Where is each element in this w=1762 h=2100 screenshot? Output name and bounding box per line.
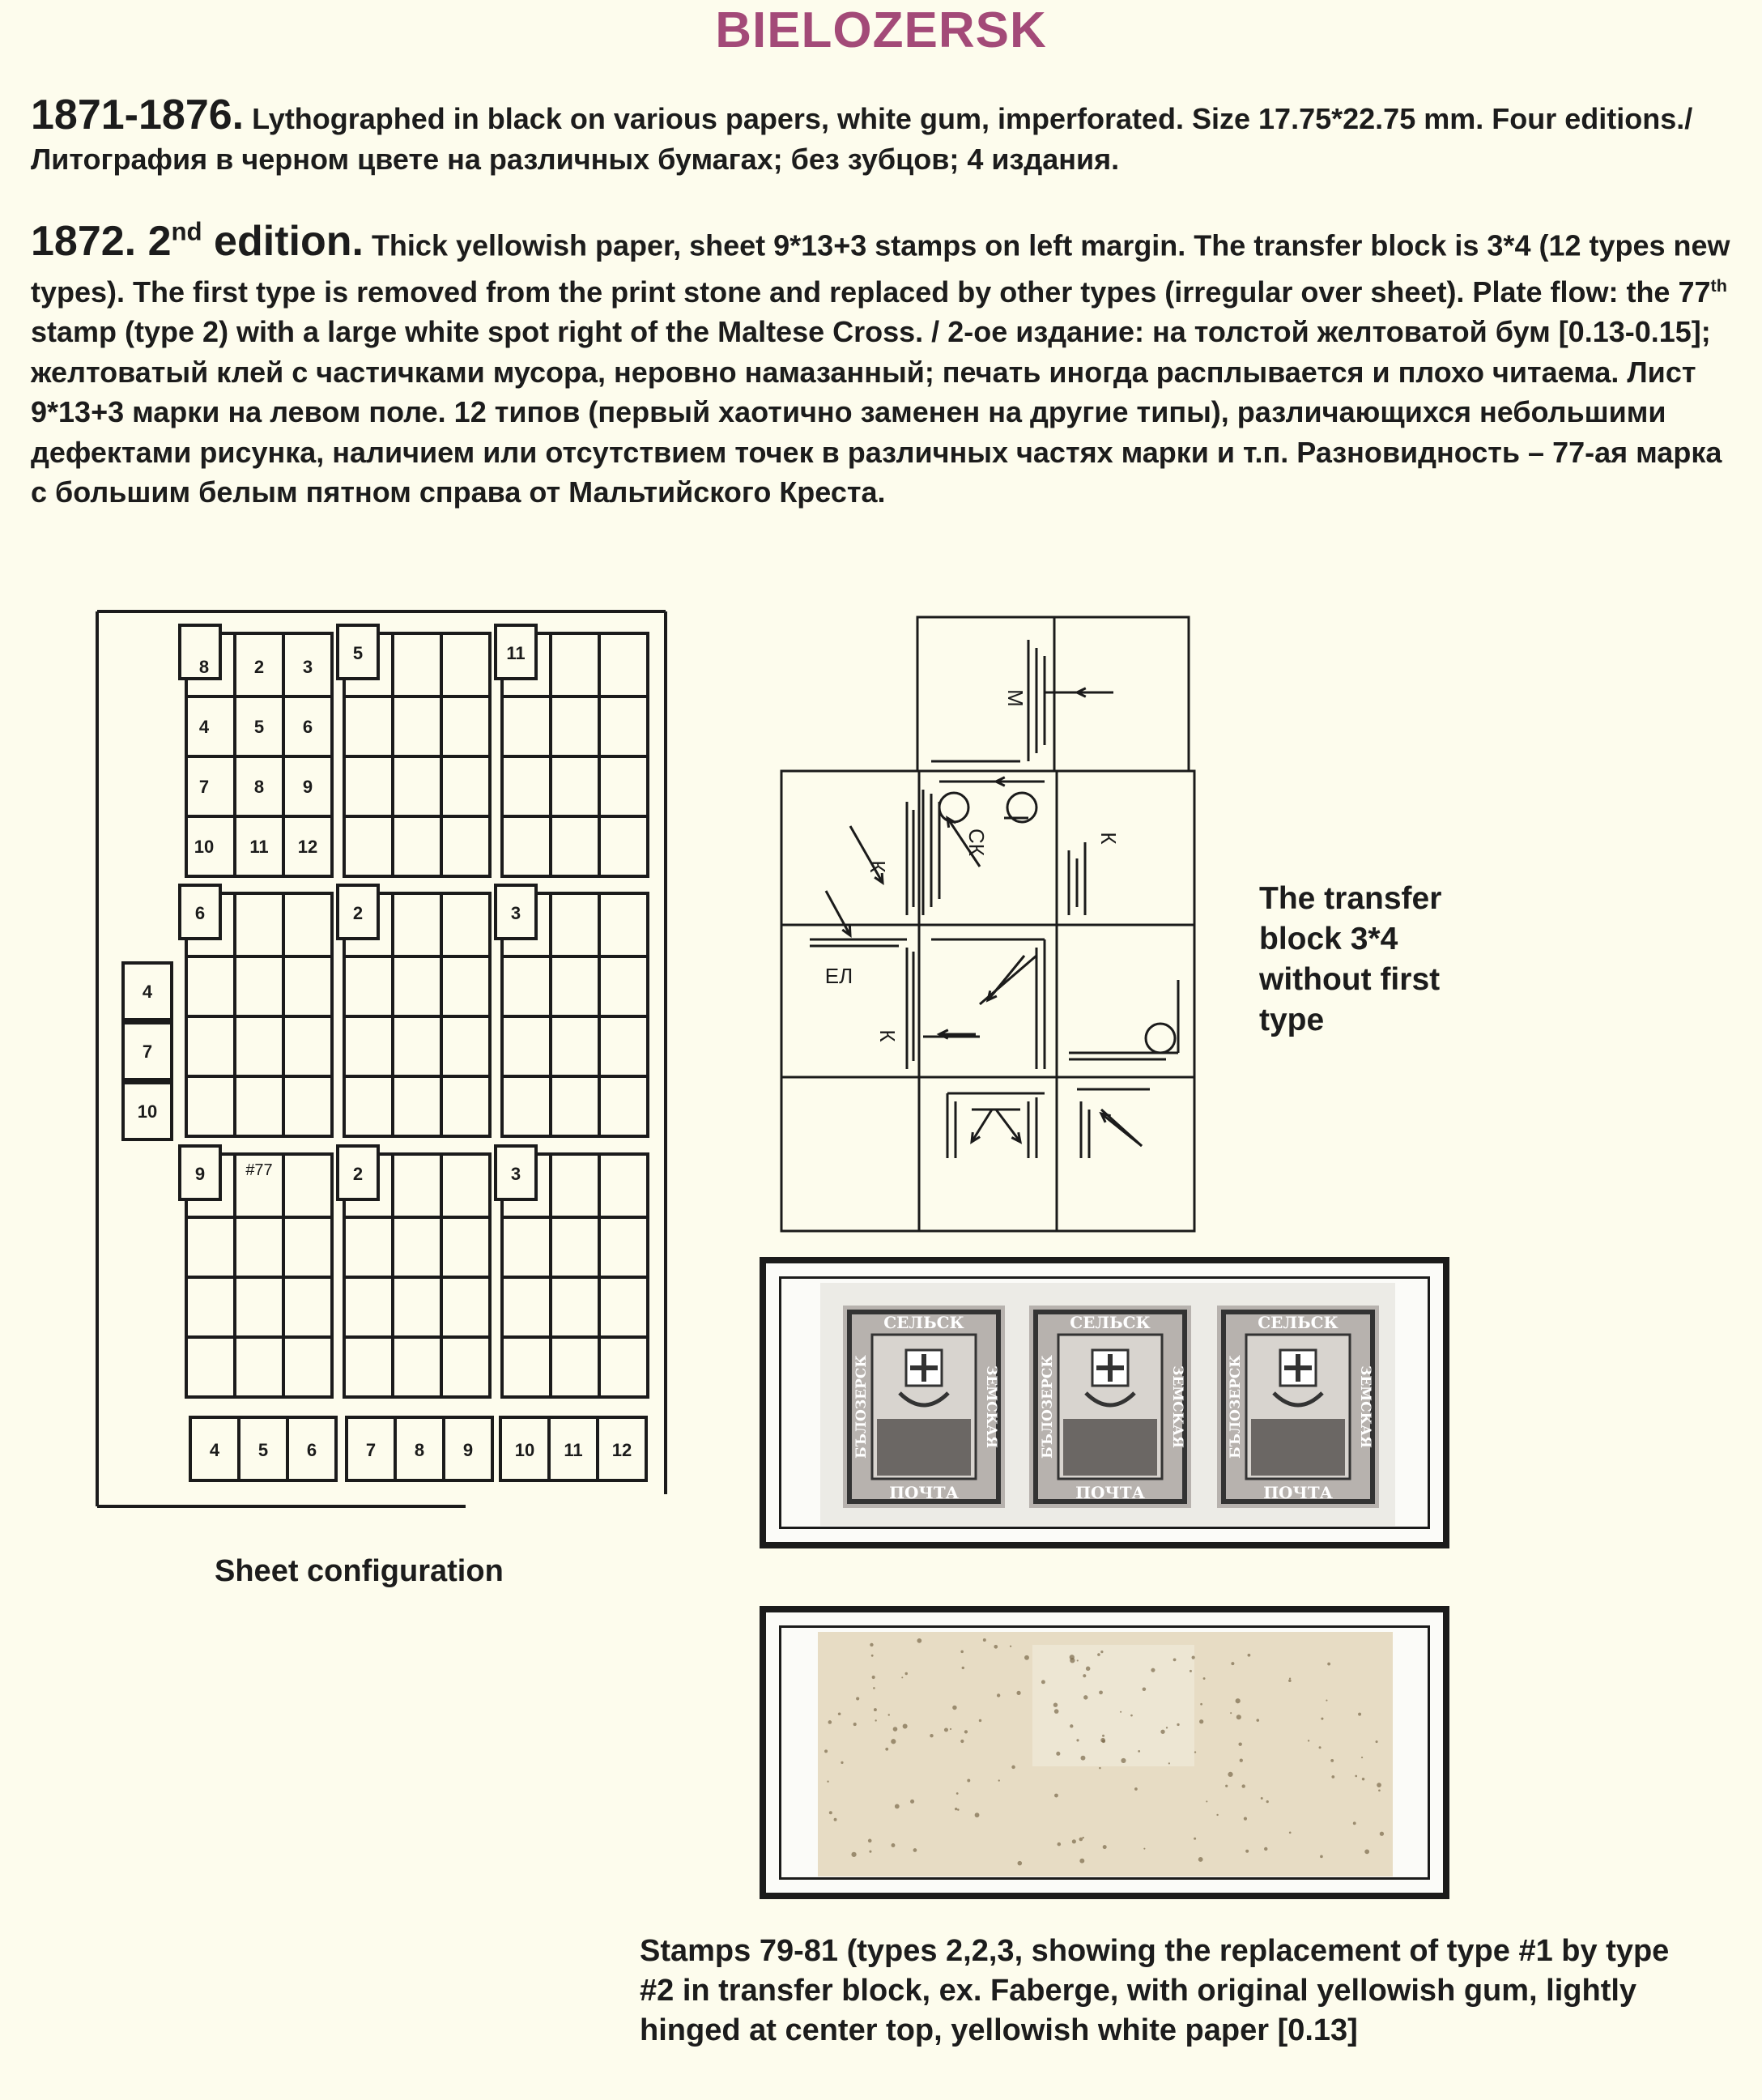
gum-speck <box>869 1851 871 1853</box>
gum-speck <box>1192 1655 1195 1659</box>
stamp-right-text: ЗЕМСКАЯ <box>1169 1365 1185 1448</box>
stamps-caption: Stamps 79-81 (types 2,2,3, showing the replacement of type #1 by type #2 in transfer block, ex. Faberge, with original yellowish gum, lightly hinged at center top, yellowish white paper [0.13] <box>640 1934 1670 2047</box>
gum-speck <box>983 1638 986 1642</box>
gum-speck <box>1099 1767 1101 1770</box>
sheet-pane-label: 9 <box>194 1164 206 1184</box>
gum-speck <box>1353 1821 1356 1825</box>
edition-superscript-th: th <box>1710 275 1727 296</box>
sheet-pane-label: 5 <box>352 643 364 663</box>
gum-speck <box>1225 1785 1228 1787</box>
bottom-stamp-label: 10 <box>514 1440 535 1460</box>
gum-speck <box>1056 1752 1060 1756</box>
gum-speck <box>997 1693 1000 1697</box>
tb-arrow <box>996 1110 1020 1142</box>
gum-speck <box>975 1812 980 1817</box>
gum-speck <box>1076 1739 1079 1741</box>
sheet-pane-label: 3 <box>510 1164 521 1184</box>
tb-circle <box>939 793 968 822</box>
gum-speck <box>834 1818 837 1821</box>
gum-speck <box>901 1676 903 1678</box>
gum-speck <box>1320 1855 1323 1858</box>
gum-speck <box>1100 1651 1103 1653</box>
gum-speck <box>895 1804 900 1809</box>
gum-speck <box>1194 1838 1196 1840</box>
gum-speck <box>1194 1751 1196 1753</box>
gum-speck <box>870 1643 873 1646</box>
sheet-pane-label: 2 <box>352 1164 364 1184</box>
gum-speck <box>885 1748 888 1751</box>
gum-speck <box>956 1792 959 1795</box>
stamp-top-text: СЕЛЬСК <box>1070 1313 1151 1332</box>
gum-speck <box>1024 1655 1029 1660</box>
bottom-stamp-label: 5 <box>257 1440 269 1460</box>
stamp <box>1029 1306 1191 1508</box>
tb-arrow <box>988 956 1024 1000</box>
gum-speck <box>964 1730 968 1733</box>
gum-speck <box>994 1645 998 1649</box>
gum-speck <box>998 1779 1000 1781</box>
stamp-right-text: ЗЕМСКАЯ <box>1357 1365 1373 1448</box>
gum-speck <box>1326 1700 1327 1702</box>
sheet-type-label: 12 <box>297 837 318 857</box>
gum-speck <box>944 1727 948 1732</box>
sheet-pane-label: 11 <box>506 643 526 663</box>
gum-speck <box>1199 1719 1203 1723</box>
gum-speck <box>1053 1702 1058 1706</box>
page-title: BIELOZERSK <box>715 2 1047 58</box>
tb-arrow <box>1101 1114 1142 1146</box>
gum-speck <box>1261 1797 1263 1800</box>
gum-speck <box>873 1687 875 1689</box>
gum-speck <box>1168 1762 1170 1764</box>
gum-speck <box>888 1714 890 1715</box>
gum-speck <box>1289 1831 1292 1834</box>
gum-speck <box>1082 1837 1083 1838</box>
gum-speck <box>1241 1784 1245 1787</box>
gum-speck <box>917 1638 921 1643</box>
gum-speck <box>838 1712 841 1715</box>
tb-letter: ЕЛ <box>824 964 853 988</box>
stamp <box>843 1306 1005 1508</box>
sheet-type-label: 6 <box>302 717 313 737</box>
gum-speck <box>952 1706 956 1710</box>
gum-speck <box>1288 1680 1292 1683</box>
gum-speck <box>1099 1690 1103 1694</box>
stamp-strip-drawing <box>820 1283 1395 1526</box>
margin-stamp-label: 4 <box>142 982 153 1002</box>
stamp <box>1217 1306 1379 1508</box>
gum-speck <box>871 1655 874 1657</box>
gum-speck <box>891 1739 896 1744</box>
gum-speck <box>1364 1849 1369 1854</box>
stamp-back-frame <box>760 1606 1449 1899</box>
gum-speck <box>1083 1674 1086 1677</box>
stamp-landscape <box>1251 1419 1345 1476</box>
gum-speck <box>905 1672 908 1675</box>
gum-speck <box>851 1852 856 1857</box>
gum-speck <box>1190 1670 1192 1672</box>
gum-speck <box>1319 1746 1322 1749</box>
gum-speck <box>1327 1663 1330 1666</box>
bottom-stamp-label: 4 <box>209 1440 220 1460</box>
stamp-left-text: БЪЛОЗЕРСК <box>1040 1355 1056 1459</box>
stamp-right-text: ЗЕМСКАЯ <box>983 1365 999 1448</box>
sheet-type-label: 8 <box>253 777 265 797</box>
stamp-left-text: БЪЛОЗЕРСК <box>1228 1355 1244 1459</box>
gum-speck <box>828 1720 832 1724</box>
gum-speck <box>1054 1794 1058 1798</box>
gum-speck <box>1230 1712 1232 1714</box>
gum-speck <box>1151 1668 1155 1672</box>
gum-speck <box>1355 1775 1357 1778</box>
gum-speck <box>829 1811 832 1814</box>
gum-speck <box>960 1651 964 1654</box>
sheet-type-label: 5 <box>253 717 265 737</box>
intro-years: 1871-1876. <box>31 92 245 138</box>
gum-speck <box>1206 1800 1207 1802</box>
stamp-left-text: БЪЛОЗЕРСК <box>853 1355 870 1459</box>
stamp-landscape <box>1063 1419 1157 1476</box>
gum-speck <box>1245 1850 1249 1853</box>
gum-speck <box>868 1839 872 1843</box>
gum-speck <box>1362 1778 1364 1780</box>
bottom-stamp-label: 9 <box>462 1440 474 1460</box>
gum-speck <box>1079 1859 1084 1864</box>
bottom-stamp-label: 11 <box>564 1440 583 1460</box>
gum-speck <box>1081 1756 1086 1761</box>
gum-speck <box>1331 1775 1334 1778</box>
gum-speck <box>1086 1667 1090 1671</box>
gum-specks <box>818 1632 1393 1876</box>
gum-speck <box>1238 1742 1241 1745</box>
gum-speck <box>1177 1723 1179 1726</box>
gum-speck <box>1016 1691 1020 1695</box>
sheet-type-label: 11 <box>249 837 269 857</box>
gum-speck <box>1378 1789 1381 1791</box>
gum-speck <box>1120 1711 1121 1713</box>
gum-speck <box>1321 1718 1323 1720</box>
edition-text-1: Thick yellowish paper, sheet 9*13+3 stamps on left margin. The transfer block is 3*4 (12 types new types). The first type is removed from the print stone and replaced by other types (irregular over sheet). Plate flow: the 77 <box>31 228 1730 309</box>
gum-speck <box>962 1667 964 1669</box>
gum-speck <box>1160 1730 1164 1734</box>
sheet-type-label: 3 <box>302 657 313 677</box>
sheet-type-label: 10 <box>194 837 215 857</box>
sheet-caption: Sheet configuration <box>215 1554 504 1588</box>
gum-speck <box>950 1728 951 1730</box>
gum-speck <box>893 1727 898 1732</box>
gum-speck <box>960 1740 964 1743</box>
tb-arrow <box>826 891 850 935</box>
gum-speck <box>875 1719 876 1721</box>
gum-speck <box>1103 1845 1107 1849</box>
gum-speck <box>1361 1757 1363 1758</box>
gum-speck <box>1121 1758 1126 1763</box>
gum-speck <box>1138 1750 1140 1753</box>
gum-speck <box>1077 1659 1079 1661</box>
gum-speck <box>930 1734 933 1737</box>
gum-speck <box>1380 1832 1384 1836</box>
intro-text: Lythographed in black on various papers, white gum, imperforated. Size 17.75*22.75 mm. Four editions./ Литография в черном цвете на различных бумагах; без зубцов; 4 издания. <box>31 102 1693 176</box>
gum-speck <box>874 1708 877 1711</box>
tb-letter: К <box>866 860 890 873</box>
stamp-bottom-text: ПОЧТА <box>1263 1483 1333 1502</box>
gum-speck <box>1377 1783 1381 1787</box>
stamp-landscape <box>877 1419 971 1476</box>
gum-speck <box>1330 1759 1334 1762</box>
gum-speck <box>1072 1839 1076 1843</box>
sheet-pane-label: 6 <box>194 903 206 923</box>
gum-speck <box>1079 1838 1083 1842</box>
sheet-type-label: 8 <box>198 657 210 677</box>
gum-speck <box>957 1808 960 1811</box>
stamp-strip <box>820 1283 1395 1526</box>
tb-circle <box>1146 1024 1175 1053</box>
gum-speck <box>1070 1724 1073 1727</box>
gum-speck <box>824 1749 828 1753</box>
margin-stamp-label: 10 <box>137 1101 158 1122</box>
gum-speck <box>1054 1709 1059 1714</box>
gum-speck <box>1083 1695 1087 1699</box>
stamp-bottom-text: ПОЧТА <box>889 1483 959 1502</box>
tb-letter: СК <box>964 828 989 856</box>
gum-speck <box>1244 1817 1247 1821</box>
gum-speck <box>892 1843 896 1847</box>
gum-speck <box>1130 1715 1133 1717</box>
gum-speck <box>1070 1655 1075 1659</box>
edition-text-2: stamp (type 2) with a large white spot right of the Maltese Cross. / 2-ое издание: на толстой желтоватой бум [0.13-0.15]; желтоватый клей с частичками мусора, неровно намазанный; печать иногда расплывается и плохо читаема. Лист 9*13+3 марки на левом поле. 12 типов (первый хаотично заменен на другие типы), различающихся небольшими дефектами рисунка, наличием или отсутствием точек в различных частях марки и т.п. Разновидность – 77-ая марка с большим белым пятном справа от Мальтийского Креста. <box>31 315 1722 509</box>
sheet-type-label: 7 <box>198 777 210 797</box>
gum-speck <box>1102 1740 1105 1743</box>
stamp-top-text: СЕЛЬСК <box>1258 1313 1339 1332</box>
stamp-strip-frame <box>760 1257 1449 1548</box>
gum-speck <box>1256 1719 1259 1722</box>
gum-speck <box>1358 1713 1361 1716</box>
gum-speck <box>1308 1740 1309 1741</box>
gum-speck <box>1264 1847 1267 1851</box>
gum-speck <box>1011 1766 1015 1769</box>
gum-speck <box>955 1808 957 1810</box>
stamp-strip-gum-side <box>818 1632 1393 1876</box>
sheet-type-label: 2 <box>253 657 265 677</box>
gum-speck <box>841 1761 843 1764</box>
gum-speck <box>1041 1680 1045 1684</box>
bottom-stamp-label: 12 <box>611 1440 632 1460</box>
gum-speck <box>1097 1653 1100 1656</box>
gum-speck <box>1173 1658 1177 1661</box>
marked-stamp-77: #77 <box>245 1161 273 1179</box>
gum-speck <box>827 1781 828 1783</box>
gum-speck <box>1248 1654 1251 1657</box>
tb-letter: М <box>1003 689 1028 707</box>
gum-speck <box>1166 1727 1168 1728</box>
gum-speck <box>1018 1861 1023 1866</box>
gum-speck <box>1200 1703 1202 1706</box>
sheet-type-label: 9 <box>302 777 313 797</box>
gum-speck <box>853 1723 857 1726</box>
gum-speck <box>1203 1677 1206 1680</box>
gum-speck <box>1231 1662 1234 1665</box>
stamp-top-text: СЕЛЬСК <box>883 1313 964 1332</box>
gum-speck <box>1010 1646 1011 1647</box>
gum-speck <box>1376 1740 1378 1743</box>
edition-superscript: nd <box>171 218 202 246</box>
gum-speck <box>1143 1687 1147 1691</box>
gum-speck <box>1198 1857 1203 1862</box>
stamp-bottom-text: ПОЧТА <box>1075 1483 1145 1502</box>
gum-speck <box>1266 1800 1269 1803</box>
gum-speck <box>1058 1842 1062 1847</box>
gum-speck <box>1228 1772 1232 1777</box>
gum-speck <box>1236 1715 1241 1719</box>
edition-year: 1872. 2 <box>31 218 172 266</box>
gum-speck <box>1289 1677 1291 1679</box>
gum-speck <box>903 1724 908 1729</box>
sheet-pane-label: 2 <box>352 903 364 923</box>
gum-speck <box>1102 1735 1104 1737</box>
tb-letter: К <box>875 1029 900 1042</box>
bottom-stamp-label: 7 <box>365 1440 377 1460</box>
bottom-stamp-label: 8 <box>414 1440 425 1460</box>
tb-arrow <box>972 1110 992 1142</box>
margin-stamp-label: 7 <box>142 1041 153 1062</box>
gum-speck <box>967 1779 970 1783</box>
gum-speck <box>910 1800 914 1804</box>
sheet-type-label: 4 <box>198 717 210 737</box>
gum-speck <box>1216 1814 1218 1816</box>
gum-speck <box>913 1848 917 1852</box>
gum-speck <box>1240 1759 1243 1762</box>
gum-speck <box>1236 1698 1241 1703</box>
sheet-pane-label: 3 <box>510 903 521 923</box>
transfer-block-caption: The transfer block 3*4 without first type <box>1259 881 1442 1037</box>
bottom-stamp-label: 6 <box>306 1440 317 1460</box>
gum-speck <box>872 1676 875 1679</box>
edition-heading-rest: edition. <box>202 218 364 266</box>
gum-speck <box>1134 1787 1138 1791</box>
gum-speck <box>1143 1848 1145 1850</box>
gum-speck <box>979 1719 981 1722</box>
gum-speck <box>856 1697 859 1700</box>
tb-letter: К <box>1096 832 1121 845</box>
tb-arrow <box>850 826 883 883</box>
